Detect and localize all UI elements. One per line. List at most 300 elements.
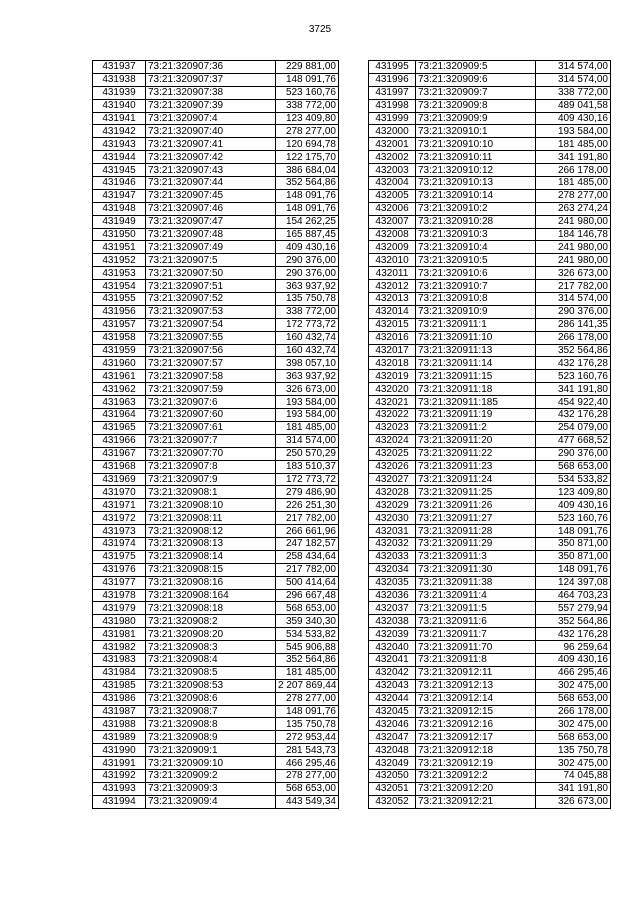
cadastral-number-cell: 73:21:320908:18 — [146, 602, 276, 615]
table-row — [369, 705, 611, 718]
cadastral-number-cell: 73:21:320907:42 — [146, 151, 276, 164]
table-row — [369, 615, 611, 628]
value-cell: 326 673,00 — [536, 267, 611, 280]
value-cell: 568 653,00 — [276, 602, 339, 615]
cadastral-number-cell: 73:21:320911:26 — [416, 499, 536, 512]
table-row — [93, 641, 339, 654]
table-row — [369, 782, 611, 795]
value-cell: 409 430,16 — [536, 653, 611, 666]
record-number-cell: 432030 — [369, 512, 416, 525]
record-number-cell: 431983 — [93, 653, 146, 666]
cadastral-number-cell: 73:21:320912:20 — [416, 782, 536, 795]
table-row — [93, 409, 339, 422]
record-number-cell: 431995 — [369, 61, 416, 74]
cadastral-number-cell: 73:21:320911:38 — [416, 576, 536, 589]
cadastral-number-cell: 73:21:320908:8 — [146, 718, 276, 731]
value-cell: 217 782,00 — [536, 280, 611, 293]
cadastral-number-cell: 73:21:320910:14 — [416, 189, 536, 202]
record-number-cell: 431981 — [93, 628, 146, 641]
table-row — [369, 254, 611, 267]
record-number-cell: 431944 — [93, 151, 146, 164]
table-row — [93, 512, 339, 525]
cadastral-number-cell: 73:21:320910:8 — [416, 293, 536, 306]
record-number-cell: 431996 — [369, 73, 416, 86]
value-cell: 338 772,00 — [276, 305, 339, 318]
value-cell: 523 160,76 — [276, 86, 339, 99]
record-number-cell: 432021 — [369, 396, 416, 409]
cadastral-number-cell: 73:21:320909:9 — [416, 112, 536, 125]
record-number-cell: 431947 — [93, 189, 146, 202]
cadastral-number-cell: 73:21:320910:5 — [416, 254, 536, 267]
cadastral-number-cell: 73:21:320911:8 — [416, 653, 536, 666]
cadastral-number-cell: 73:21:320908:3 — [146, 641, 276, 654]
value-cell: 266 178,00 — [536, 164, 611, 177]
record-number-cell: 431957 — [93, 318, 146, 331]
record-number-cell: 432006 — [369, 202, 416, 215]
cadastral-number-cell: 73:21:320911:30 — [416, 563, 536, 576]
record-number-cell: 432041 — [369, 653, 416, 666]
table-row — [369, 138, 611, 151]
table-row — [369, 86, 611, 99]
value-cell: 172 773,72 — [276, 473, 339, 486]
table-row — [369, 563, 611, 576]
cadastral-number-cell: 73:21:320907:51 — [146, 280, 276, 293]
value-cell: 352 564,86 — [536, 344, 611, 357]
value-cell: 290 376,00 — [276, 267, 339, 280]
table-row — [93, 241, 339, 254]
cadastral-number-cell: 73:21:320909:5 — [416, 61, 536, 74]
cadastral-number-cell: 73:21:320911:3 — [416, 550, 536, 563]
table-row — [93, 125, 339, 138]
cadastral-number-cell: 73:21:320911:19 — [416, 409, 536, 422]
value-cell: 314 574,00 — [536, 73, 611, 86]
table-row — [369, 576, 611, 589]
record-number-cell: 431961 — [93, 370, 146, 383]
value-cell: 74 045,88 — [536, 769, 611, 782]
record-number-cell: 431979 — [93, 602, 146, 615]
record-number-cell: 431960 — [93, 357, 146, 370]
table-row — [369, 357, 611, 370]
table-row — [93, 396, 339, 409]
record-number-cell: 431951 — [93, 241, 146, 254]
record-number-cell: 431997 — [369, 86, 416, 99]
record-number-cell: 431938 — [93, 73, 146, 86]
record-number-cell: 432003 — [369, 164, 416, 177]
cadastral-number-cell: 73:21:320907:50 — [146, 267, 276, 280]
cadastral-number-cell: 73:21:320908:11 — [146, 512, 276, 525]
cadastral-number-cell: 73:21:320910:10 — [416, 138, 536, 151]
table-row — [93, 576, 339, 589]
record-number-cell: 431954 — [93, 280, 146, 293]
record-number-cell: 431993 — [93, 782, 146, 795]
value-cell: 181 485,00 — [276, 421, 339, 434]
value-cell: 278 277,00 — [536, 189, 611, 202]
table-row — [93, 473, 339, 486]
cadastral-number-cell: 73:21:320910:3 — [416, 228, 536, 241]
value-cell: 557 279,94 — [536, 602, 611, 615]
table-row — [369, 73, 611, 86]
table-row — [369, 666, 611, 679]
value-cell: 160 432,74 — [276, 344, 339, 357]
record-number-cell: 431989 — [93, 731, 146, 744]
value-cell: 314 574,00 — [276, 434, 339, 447]
record-number-cell: 432013 — [369, 293, 416, 306]
table-row — [369, 383, 611, 396]
table-row — [369, 280, 611, 293]
value-cell: 124 397,08 — [536, 576, 611, 589]
table-row — [93, 228, 339, 241]
cadastral-number-cell: 73:21:320907:38 — [146, 86, 276, 99]
cadastral-number-cell: 73:21:320912:16 — [416, 718, 536, 731]
value-cell: 545 906,88 — [276, 641, 339, 654]
value-cell: 432 176,28 — [536, 409, 611, 422]
record-number-cell: 431948 — [93, 202, 146, 215]
table-row — [93, 653, 339, 666]
cadastral-number-cell: 73:21:320908:53 — [146, 679, 276, 692]
record-number-cell: 432009 — [369, 241, 416, 254]
value-cell: 338 772,00 — [276, 99, 339, 112]
cadastral-number-cell: 73:21:320912:21 — [416, 795, 536, 808]
record-number-cell: 431965 — [93, 421, 146, 434]
value-cell: 217 782,00 — [276, 512, 339, 525]
value-cell: 241 980,00 — [536, 254, 611, 267]
record-number-cell: 432042 — [369, 666, 416, 679]
cadastral-number-cell: 73:21:320911:25 — [416, 486, 536, 499]
value-cell: 148 091,76 — [276, 73, 339, 86]
value-cell: 489 041,58 — [536, 99, 611, 112]
value-cell: 2 207 869,44 — [276, 679, 339, 692]
record-number-cell: 431987 — [93, 705, 146, 718]
record-number-cell: 431980 — [93, 615, 146, 628]
value-cell: 432 176,28 — [536, 357, 611, 370]
table-row — [93, 550, 339, 563]
cadastral-number-cell: 73:21:320911:15 — [416, 370, 536, 383]
table-row — [93, 460, 339, 473]
record-number-cell: 432046 — [369, 718, 416, 731]
cadastral-number-cell: 73:21:320911:2 — [416, 421, 536, 434]
cadastral-number-cell: 73:21:320908:14 — [146, 550, 276, 563]
table-row — [93, 589, 339, 602]
value-cell: 183 510,37 — [276, 460, 339, 473]
table-row — [369, 731, 611, 744]
cadastral-number-cell: 73:21:320912:13 — [416, 679, 536, 692]
cadastral-number-cell: 73:21:320909:1 — [146, 744, 276, 757]
record-number-cell: 431985 — [93, 679, 146, 692]
record-number-cell: 432049 — [369, 757, 416, 770]
record-number-cell: 431964 — [93, 409, 146, 422]
value-cell: 534 533,82 — [276, 628, 339, 641]
record-number-cell: 431998 — [369, 99, 416, 112]
record-number-cell: 432028 — [369, 486, 416, 499]
record-number-cell: 432014 — [369, 305, 416, 318]
table-row — [369, 409, 611, 422]
table-row — [93, 293, 339, 306]
record-number-cell: 432026 — [369, 460, 416, 473]
record-number-cell: 431994 — [93, 795, 146, 808]
table-row — [369, 189, 611, 202]
value-cell: 302 475,00 — [536, 718, 611, 731]
cadastral-number-cell: 73:21:320912:18 — [416, 744, 536, 757]
table-row — [369, 653, 611, 666]
table-row — [369, 718, 611, 731]
value-cell: 135 750,78 — [276, 293, 339, 306]
table-row — [93, 537, 339, 550]
record-number-cell: 431975 — [93, 550, 146, 563]
cadastral-number-cell: 73:21:320908:1 — [146, 486, 276, 499]
value-cell: 443 549,34 — [276, 795, 339, 808]
table-row — [369, 305, 611, 318]
cadastral-number-cell: 73:21:320907:47 — [146, 215, 276, 228]
value-cell: 286 141,35 — [536, 318, 611, 331]
cadastral-number-cell: 73:21:320907:44 — [146, 177, 276, 190]
table-row — [93, 280, 339, 293]
record-number-cell: 432025 — [369, 447, 416, 460]
table-row — [93, 254, 339, 267]
value-cell: 363 937,92 — [276, 280, 339, 293]
value-cell: 290 376,00 — [536, 447, 611, 460]
record-number-cell: 431988 — [93, 718, 146, 731]
cadastral-number-cell: 73:21:320907:4 — [146, 112, 276, 125]
value-cell: 352 564,86 — [536, 615, 611, 628]
table-row — [93, 447, 339, 460]
cadastral-number-cell: 73:21:320909:8 — [416, 99, 536, 112]
value-cell: 278 277,00 — [276, 692, 339, 705]
table-row — [93, 769, 339, 782]
cadastral-number-cell: 73:21:320911:7 — [416, 628, 536, 641]
value-cell: 217 782,00 — [276, 563, 339, 576]
cadastral-number-cell: 73:21:320912:14 — [416, 692, 536, 705]
record-number-cell: 432033 — [369, 550, 416, 563]
table-row — [369, 396, 611, 409]
cadastral-number-cell: 73:21:320907:43 — [146, 164, 276, 177]
value-cell: 326 673,00 — [536, 795, 611, 808]
record-number-cell: 431969 — [93, 473, 146, 486]
record-number-cell: 431959 — [93, 344, 146, 357]
value-cell: 272 953,44 — [276, 731, 339, 744]
value-cell: 148 091,76 — [276, 189, 339, 202]
cadastral-number-cell: 73:21:320907:48 — [146, 228, 276, 241]
record-number-cell: 431952 — [93, 254, 146, 267]
value-cell: 250 570,29 — [276, 447, 339, 460]
record-number-cell: 431977 — [93, 576, 146, 589]
value-cell: 241 980,00 — [536, 241, 611, 254]
table-row — [93, 318, 339, 331]
table-row — [93, 615, 339, 628]
cadastral-number-cell: 73:21:320911:10 — [416, 331, 536, 344]
value-cell: 120 694,78 — [276, 138, 339, 151]
value-cell: 266 661,96 — [276, 525, 339, 538]
record-number-cell: 432040 — [369, 641, 416, 654]
record-number-cell: 431991 — [93, 757, 146, 770]
record-number-cell: 432051 — [369, 782, 416, 795]
cadastral-number-cell: 73:21:320908:4 — [146, 653, 276, 666]
record-number-cell: 432052 — [369, 795, 416, 808]
value-cell: 266 178,00 — [536, 705, 611, 718]
value-cell: 466 295,46 — [536, 666, 611, 679]
page-number: 3725 — [308, 24, 332, 35]
cadastral-number-cell: 73:21:320908:6 — [146, 692, 276, 705]
table-row — [93, 305, 339, 318]
cadastral-number-cell: 73:21:320907:45 — [146, 189, 276, 202]
table-row — [93, 86, 339, 99]
value-cell: 290 376,00 — [276, 254, 339, 267]
value-cell: 500 414,64 — [276, 576, 339, 589]
record-number-cell: 431971 — [93, 499, 146, 512]
value-cell: 263 274,24 — [536, 202, 611, 215]
value-cell: 278 277,00 — [276, 769, 339, 782]
value-cell: 193 584,00 — [536, 125, 611, 138]
cadastral-number-cell: 73:21:320907:5 — [146, 254, 276, 267]
table-row — [93, 99, 339, 112]
value-cell: 165 887,45 — [276, 228, 339, 241]
cadastral-number-cell: 73:21:320910:4 — [416, 241, 536, 254]
record-number-cell: 431949 — [93, 215, 146, 228]
table-row — [369, 512, 611, 525]
table-row — [369, 447, 611, 460]
record-number-cell: 431953 — [93, 267, 146, 280]
cadastral-number-cell: 73:21:320908:164 — [146, 589, 276, 602]
table-row — [93, 602, 339, 615]
table-row — [369, 692, 611, 705]
table-row — [369, 318, 611, 331]
record-number-cell: 432005 — [369, 189, 416, 202]
left-registry-table — [92, 60, 339, 809]
cadastral-number-cell: 73:21:320909:3 — [146, 782, 276, 795]
record-number-cell: 432001 — [369, 138, 416, 151]
value-cell: 409 430,16 — [536, 112, 611, 125]
record-number-cell: 432010 — [369, 254, 416, 267]
table-row — [93, 202, 339, 215]
table-row — [93, 421, 339, 434]
cadastral-number-cell: 73:21:320907:40 — [146, 125, 276, 138]
record-number-cell: 431976 — [93, 563, 146, 576]
table-row — [93, 112, 339, 125]
table-row — [369, 499, 611, 512]
table-row — [93, 61, 339, 74]
value-cell: 398 057,10 — [276, 357, 339, 370]
cadastral-number-cell: 73:21:320908:10 — [146, 499, 276, 512]
record-number-cell: 432015 — [369, 318, 416, 331]
table-row — [93, 383, 339, 396]
record-number-cell: 431974 — [93, 537, 146, 550]
value-cell: 96 259,64 — [536, 641, 611, 654]
record-number-cell: 432024 — [369, 434, 416, 447]
cadastral-number-cell: 73:21:320908:7 — [146, 705, 276, 718]
record-number-cell: 432012 — [369, 280, 416, 293]
record-number-cell: 432038 — [369, 615, 416, 628]
value-cell: 359 340,30 — [276, 615, 339, 628]
table-row — [369, 177, 611, 190]
value-cell: 523 160,76 — [536, 512, 611, 525]
cadastral-number-cell: 73:21:320909:4 — [146, 795, 276, 808]
value-cell: 352 564,86 — [276, 653, 339, 666]
table-row — [369, 537, 611, 550]
record-number-cell: 432037 — [369, 602, 416, 615]
table-row — [369, 628, 611, 641]
table-row — [369, 344, 611, 357]
cadastral-number-cell: 73:21:320907:46 — [146, 202, 276, 215]
cadastral-number-cell: 73:21:320908:20 — [146, 628, 276, 641]
value-cell: 241 980,00 — [536, 215, 611, 228]
record-number-cell: 431999 — [369, 112, 416, 125]
table-row — [369, 331, 611, 344]
value-cell: 229 881,00 — [276, 61, 339, 74]
table-row — [93, 370, 339, 383]
value-cell: 193 584,00 — [276, 409, 339, 422]
value-cell: 386 684,04 — [276, 164, 339, 177]
value-cell: 122 175,70 — [276, 151, 339, 164]
value-cell: 409 430,16 — [276, 241, 339, 254]
record-number-cell: 432018 — [369, 357, 416, 370]
value-cell: 477 668,52 — [536, 434, 611, 447]
value-cell: 193 584,00 — [276, 396, 339, 409]
value-cell: 363 937,92 — [276, 370, 339, 383]
value-cell: 296 667,48 — [276, 589, 339, 602]
table-row — [93, 189, 339, 202]
table-row — [93, 718, 339, 731]
table-row — [93, 344, 339, 357]
record-number-cell: 431992 — [93, 769, 146, 782]
cadastral-number-cell: 73:21:320907:52 — [146, 293, 276, 306]
record-number-cell: 431982 — [93, 641, 146, 654]
table-row — [369, 460, 611, 473]
record-number-cell: 431958 — [93, 331, 146, 344]
table-row — [369, 421, 611, 434]
record-number-cell: 432029 — [369, 499, 416, 512]
cadastral-number-cell: 73:21:320910:7 — [416, 280, 536, 293]
table-row — [369, 370, 611, 383]
table-row — [369, 125, 611, 138]
record-number-cell: 432044 — [369, 692, 416, 705]
table-row — [93, 628, 339, 641]
cadastral-number-cell: 73:21:320911:70 — [416, 641, 536, 654]
value-cell: 568 653,00 — [536, 692, 611, 705]
value-cell: 302 475,00 — [536, 679, 611, 692]
record-number-cell: 432047 — [369, 731, 416, 744]
value-cell: 181 485,00 — [276, 666, 339, 679]
table-row — [369, 525, 611, 538]
table-row — [93, 499, 339, 512]
table-row — [369, 744, 611, 757]
cadastral-number-cell: 73:21:320910:28 — [416, 215, 536, 228]
value-cell: 247 182,57 — [276, 537, 339, 550]
cadastral-number-cell: 73:21:320911:29 — [416, 537, 536, 550]
table-row — [93, 666, 339, 679]
cadastral-number-cell: 73:21:320911:4 — [416, 589, 536, 602]
table-row — [369, 550, 611, 563]
value-cell: 454 922,40 — [536, 396, 611, 409]
cadastral-number-cell: 73:21:320911:18 — [416, 383, 536, 396]
right-table-body — [369, 61, 611, 809]
value-cell: 464 703,23 — [536, 589, 611, 602]
table-row — [93, 151, 339, 164]
cadastral-number-cell: 73:21:320907:56 — [146, 344, 276, 357]
table-row — [369, 757, 611, 770]
cadastral-number-cell: 73:21:320912:2 — [416, 769, 536, 782]
table-row — [369, 228, 611, 241]
table-row — [369, 61, 611, 74]
cadastral-number-cell: 73:21:320907:54 — [146, 318, 276, 331]
table-row — [369, 589, 611, 602]
value-cell: 338 772,00 — [536, 86, 611, 99]
record-number-cell: 432004 — [369, 177, 416, 190]
record-number-cell: 431984 — [93, 666, 146, 679]
record-number-cell: 432020 — [369, 383, 416, 396]
value-cell: 326 673,00 — [276, 383, 339, 396]
cadastral-number-cell: 73:21:320911:6 — [416, 615, 536, 628]
cadastral-number-cell: 73:21:320910:9 — [416, 305, 536, 318]
cadastral-number-cell: 73:21:320909:2 — [146, 769, 276, 782]
